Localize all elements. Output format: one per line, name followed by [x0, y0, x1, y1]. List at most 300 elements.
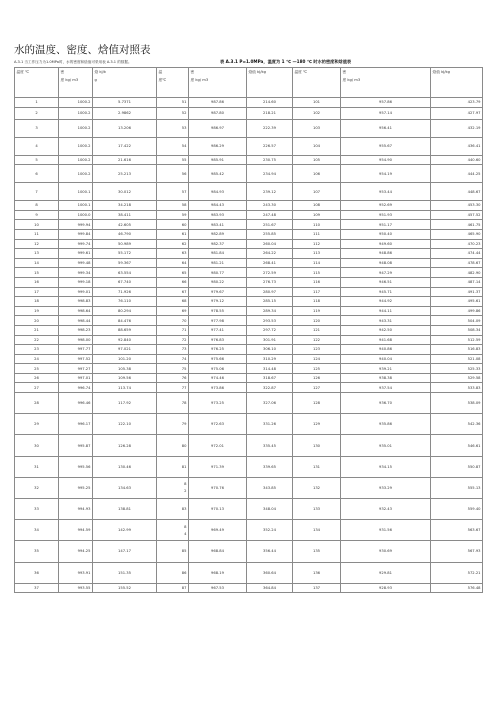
temp-cell: 112: [293, 239, 341, 249]
temp-cell: 25: [15, 364, 59, 374]
temp-cell: 61: [157, 229, 189, 239]
density-cell: 995.56: [59, 456, 93, 477]
enthalpy-cell: 339.65: [247, 456, 293, 477]
temp-cell: 16: [15, 277, 59, 287]
enthalpy-cell: 59.367: [93, 258, 157, 268]
table-row: [15, 435, 483, 456]
density-cell: 987.80: [189, 107, 247, 119]
temp-cell: 116: [293, 277, 341, 287]
temp-cell: 15: [15, 268, 59, 278]
temp-cell: 117: [293, 287, 341, 297]
enthalpy-cell: 67.740: [93, 277, 157, 287]
density-cell: 968.19: [189, 562, 247, 583]
temp-cell: 85: [157, 541, 189, 562]
density-cell: 982.37: [189, 239, 247, 249]
density-cell: 986.29: [189, 137, 247, 155]
density-cell: 976.83: [189, 335, 247, 345]
density-cell: 948.08: [341, 258, 431, 268]
enthalpy-cell: 105.38: [93, 364, 157, 374]
enthalpy-cell: 576.48: [431, 583, 483, 593]
density-cell: 932.43: [341, 499, 431, 520]
section-note: A.3.1 当工作压力为1.0MPa时，水的密度和焓值可采用表 A.3.1 的数据。: [14, 60, 132, 64]
enthalpy-cell: 487.14: [431, 277, 483, 287]
density-cell: 940.04: [341, 354, 431, 364]
enthalpy-cell: 264.22: [247, 249, 293, 259]
temp-cell: 35: [15, 541, 59, 562]
enthalpy-cell: 88.659: [93, 325, 157, 335]
enthalpy-cell: 38.411: [93, 210, 157, 220]
temp-cell: 27: [15, 383, 59, 393]
density-cell: 994.25: [59, 541, 93, 562]
temp-cell: 19: [15, 306, 59, 316]
density-cell: 985.91: [189, 155, 247, 165]
density-cell: 952.69: [341, 201, 431, 211]
temp-cell: 76: [157, 373, 189, 383]
density-cell: 996.46: [59, 393, 93, 414]
enthalpy-cell: 63.554: [93, 268, 157, 278]
temp-cell: 22: [15, 335, 59, 345]
temp-cell: 8 2: [157, 477, 189, 498]
density-cell: 1000.1: [59, 201, 93, 211]
table-row: [15, 183, 483, 201]
water-property-table: [14, 67, 483, 593]
density-cell: 947.29: [341, 268, 431, 278]
temp-cell: 124: [293, 354, 341, 364]
density-cell: 999.01: [59, 287, 93, 297]
enthalpy-cell: 470.23: [431, 239, 483, 249]
enthalpy-cell: 533.83: [431, 383, 483, 393]
temp-cell: 136: [293, 562, 341, 583]
temp-cell: 81: [157, 456, 189, 477]
temp-cell: 58: [157, 201, 189, 211]
density-cell: 951.93: [341, 210, 431, 220]
density-cell: 945.71: [341, 287, 431, 297]
temp-cell: 118: [293, 297, 341, 307]
density-cell: 995.87: [59, 435, 93, 456]
temp-cell: 59: [157, 210, 189, 220]
enthalpy-cell: 42.605: [93, 220, 157, 230]
enthalpy-cell: 13.206: [93, 119, 157, 137]
density-cell: 997.01: [59, 373, 93, 383]
density-cell: 969.49: [189, 520, 247, 541]
density-cell: 1000.1: [59, 183, 93, 201]
density-cell: 968.84: [189, 541, 247, 562]
density-cell: 976.25: [189, 345, 247, 355]
enthalpy-cell: 314.48: [247, 364, 293, 374]
enthalpy-cell: 243.30: [247, 201, 293, 211]
enthalpy-cell: 448.67: [431, 183, 483, 201]
enthalpy-cell: 301.91: [247, 335, 293, 345]
temp-cell: 32: [15, 477, 59, 498]
temp-cell: 13: [15, 249, 59, 259]
temp-cell: 3: [15, 119, 59, 137]
enthalpy-cell: 423.79: [431, 98, 483, 108]
density-cell: 994.59: [59, 520, 93, 541]
temp-cell: 120: [293, 316, 341, 326]
table-row: [15, 239, 483, 249]
density-cell: 981.21: [189, 258, 247, 268]
temp-cell: 123: [293, 345, 341, 355]
table-row: [15, 107, 483, 119]
density-cell: 978.55: [189, 306, 247, 316]
temp-cell: 73: [157, 345, 189, 355]
density-cell: 975.66: [189, 354, 247, 364]
enthalpy-cell: 567.93: [431, 541, 483, 562]
table-row: [15, 354, 483, 364]
density-cell: 954.90: [341, 155, 431, 165]
enthalpy-cell: 142.99: [93, 520, 157, 541]
enthalpy-cell: 461.75: [431, 220, 483, 230]
temp-cell: 71: [157, 325, 189, 335]
temp-cell: 87: [157, 583, 189, 593]
temp-cell: 122: [293, 335, 341, 345]
temp-cell: 8 4: [157, 520, 189, 541]
temp-cell: 125: [293, 364, 341, 374]
enthalpy-cell: 335.45: [247, 435, 293, 456]
enthalpy-cell: 327.06: [247, 393, 293, 414]
enthalpy-cell: 465.90: [431, 229, 483, 239]
enthalpy-cell: 2.9862: [93, 107, 157, 119]
density-cell: 942.50: [341, 325, 431, 335]
header-temp-1: 温度 ℃: [15, 68, 59, 98]
density-cell: 981.84: [189, 249, 247, 259]
enthalpy-cell: 138.81: [93, 499, 157, 520]
enthalpy-cell: 491.37: [431, 287, 483, 297]
enthalpy-cell: 251.67: [247, 220, 293, 230]
enthalpy-cell: 331.26: [247, 414, 293, 435]
temp-cell: 24: [15, 354, 59, 364]
table-row: [15, 345, 483, 355]
density-cell: 949.60: [341, 239, 431, 249]
density-cell: 998.44: [59, 316, 93, 326]
temp-cell: 131: [293, 456, 341, 477]
enthalpy-cell: 71.926: [93, 287, 157, 297]
temp-cell: 104: [293, 137, 341, 155]
temp-cell: 137: [293, 583, 341, 593]
enthalpy-cell: 436.41: [431, 137, 483, 155]
table-row: [15, 165, 483, 183]
temp-cell: 60: [157, 220, 189, 230]
enthalpy-cell: 538.09: [431, 393, 483, 414]
density-cell: 956.41: [341, 119, 431, 137]
table-row: [15, 249, 483, 259]
temp-cell: 28: [15, 393, 59, 414]
temp-cell: 18: [15, 297, 59, 307]
temp-cell: 127: [293, 383, 341, 393]
density-cell: 971.39: [189, 456, 247, 477]
enthalpy-cell: 5.7371: [93, 98, 157, 108]
enthalpy-cell: 521.08: [431, 354, 483, 364]
table-row: [15, 414, 483, 435]
document-title: 水的温度、密度、焓值对照表: [14, 44, 151, 56]
enthalpy-cell: 453.30: [431, 201, 483, 211]
density-cell: 972.63: [189, 414, 247, 435]
header-temp-3: 温度 ℃: [293, 68, 341, 98]
temp-cell: 53: [157, 119, 189, 137]
enthalpy-cell: 255.85: [247, 229, 293, 239]
enthalpy-cell: 495.61: [431, 297, 483, 307]
temp-cell: 80: [157, 435, 189, 456]
enthalpy-cell: 360.64: [247, 562, 293, 583]
table-row: [15, 258, 483, 268]
temp-cell: 101: [293, 98, 341, 108]
temp-cell: 129: [293, 414, 341, 435]
enthalpy-cell: 109.56: [93, 373, 157, 383]
enthalpy-cell: 555.13: [431, 477, 483, 498]
enthalpy-cell: 306.10: [247, 345, 293, 355]
table-row: [15, 364, 483, 374]
enthalpy-cell: 293.53: [247, 316, 293, 326]
enthalpy-cell: 289.34: [247, 306, 293, 316]
enthalpy-cell: 21.616: [93, 155, 157, 165]
density-cell: 998.23: [59, 325, 93, 335]
enthalpy-cell: 504.09: [431, 316, 483, 326]
density-cell: 997.27: [59, 364, 93, 374]
table-row: [15, 393, 483, 414]
enthalpy-cell: 260.04: [247, 239, 293, 249]
density-cell: 974.46: [189, 373, 247, 383]
density-cell: 946.51: [341, 277, 431, 287]
temp-cell: 20: [15, 316, 59, 326]
temp-cell: 33: [15, 499, 59, 520]
density-cell: 999.74: [59, 239, 93, 249]
temp-cell: 75: [157, 364, 189, 374]
table-row: [15, 325, 483, 335]
density-cell: 998.83: [59, 297, 93, 307]
density-cell: 999.84: [59, 229, 93, 239]
enthalpy-cell: 155.52: [93, 583, 157, 593]
density-cell: 984.43: [189, 201, 247, 211]
enthalpy-cell: 508.34: [431, 325, 483, 335]
temp-cell: 107: [293, 183, 341, 201]
enthalpy-cell: 239.12: [247, 183, 293, 201]
density-cell: 1000.2: [59, 137, 93, 155]
temp-cell: 130: [293, 435, 341, 456]
temp-cell: 111: [293, 229, 341, 239]
temp-cell: 52: [157, 107, 189, 119]
density-cell: 933.29: [341, 477, 431, 498]
density-cell: 999.94: [59, 220, 93, 230]
temp-cell: 72: [157, 335, 189, 345]
temp-cell: 62: [157, 239, 189, 249]
density-cell: 979.67: [189, 287, 247, 297]
density-cell: 983.93: [189, 210, 247, 220]
enthalpy-cell: 130.46: [93, 456, 157, 477]
enthalpy-cell: 356.44: [247, 541, 293, 562]
density-cell: 928.93: [341, 583, 431, 593]
enthalpy-cell: 348.04: [247, 499, 293, 520]
table-row: [15, 201, 483, 211]
table-row: [15, 220, 483, 230]
enthalpy-cell: 122.10: [93, 414, 157, 435]
table-row: [15, 306, 483, 316]
enthalpy-cell: 572.21: [431, 562, 483, 583]
enthalpy-cell: 529.58: [431, 373, 483, 383]
table-row: [15, 119, 483, 137]
temp-cell: 14: [15, 258, 59, 268]
temp-cell: 119: [293, 306, 341, 316]
enthalpy-cell: 268.41: [247, 258, 293, 268]
density-cell: 939.21: [341, 364, 431, 374]
enthalpy-cell: 50.989: [93, 239, 157, 249]
density-cell: 996.17: [59, 414, 93, 435]
temp-cell: 8: [15, 201, 59, 211]
table-header-row: [15, 68, 483, 98]
temp-cell: 30: [15, 435, 59, 456]
density-cell: 936.70: [341, 393, 431, 414]
enthalpy-cell: 151.35: [93, 562, 157, 583]
table-row: [15, 456, 483, 477]
density-cell: 999.18: [59, 277, 93, 287]
table-row: [15, 277, 483, 287]
table-row: [15, 477, 483, 498]
enthalpy-cell: 280.97: [247, 287, 293, 297]
density-cell: 977.98: [189, 316, 247, 326]
temp-cell: 102: [293, 107, 341, 119]
temp-cell: 66: [157, 277, 189, 287]
density-cell: 937.54: [341, 383, 431, 393]
temp-cell: 10: [15, 220, 59, 230]
temp-cell: 6: [15, 165, 59, 183]
enthalpy-cell: 512.59: [431, 335, 483, 345]
density-cell: 999.61: [59, 249, 93, 259]
temp-cell: 79: [157, 414, 189, 435]
density-cell: 986.97: [189, 119, 247, 137]
temp-cell: 37: [15, 583, 59, 593]
enthalpy-cell: 310.29: [247, 354, 293, 364]
table-row: [15, 335, 483, 345]
density-cell: 944.92: [341, 297, 431, 307]
temp-cell: 133: [293, 499, 341, 520]
density-cell: 948.86: [341, 249, 431, 259]
enthalpy-cell: 97.021: [93, 345, 157, 355]
enthalpy-cell: 563.67: [431, 520, 483, 541]
header-enthalpy-1: 焓 kJ/k g: [93, 68, 157, 98]
temp-cell: 9: [15, 210, 59, 220]
temp-cell: 55: [157, 155, 189, 165]
density-cell: 1000.0: [59, 210, 93, 220]
density-cell: 953.44: [341, 183, 431, 201]
temp-cell: 132: [293, 477, 341, 498]
density-cell: 938.38: [341, 373, 431, 383]
temp-cell: 12: [15, 239, 59, 249]
temp-cell: 2: [15, 107, 59, 119]
temp-cell: 65: [157, 268, 189, 278]
temp-cell: 4: [15, 137, 59, 155]
temp-cell: 114: [293, 258, 341, 268]
temp-cell: 11: [15, 229, 59, 239]
enthalpy-cell: 226.57: [247, 137, 293, 155]
enthalpy-cell: 214.60: [247, 98, 293, 108]
temp-cell: 77: [157, 383, 189, 393]
enthalpy-cell: 322.87: [247, 383, 293, 393]
density-cell: 980.22: [189, 277, 247, 287]
density-cell: 1000.2: [59, 98, 93, 108]
density-cell: 970.13: [189, 499, 247, 520]
enthalpy-cell: 218.21: [247, 107, 293, 119]
enthalpy-cell: 247.48: [247, 210, 293, 220]
density-cell: 944.11: [341, 306, 431, 316]
enthalpy-cell: 364.84: [247, 583, 293, 593]
density-cell: 999.48: [59, 258, 93, 268]
table-row: [15, 287, 483, 297]
enthalpy-cell: 516.83: [431, 345, 483, 355]
temp-cell: 5: [15, 155, 59, 165]
density-cell: 995.25: [59, 477, 93, 498]
enthalpy-cell: 550.87: [431, 456, 483, 477]
table-row: [15, 98, 483, 108]
density-cell: 987.86: [189, 98, 247, 108]
temp-cell: 121: [293, 325, 341, 335]
density-cell: 985.42: [189, 165, 247, 183]
density-cell: 975.06: [189, 364, 247, 374]
density-cell: 993.55: [59, 583, 93, 593]
header-density-2: 密 度 kg/ m3: [189, 68, 247, 98]
enthalpy-cell: 318.67: [247, 373, 293, 383]
temp-cell: 134: [293, 520, 341, 541]
density-cell: 931.56: [341, 520, 431, 541]
density-cell: 983.41: [189, 220, 247, 230]
header-enthalpy-3: 焓值 kJ/kg: [431, 68, 483, 98]
density-cell: 954.19: [341, 165, 431, 183]
enthalpy-cell: 343.85: [247, 477, 293, 498]
table-row: [15, 297, 483, 307]
temp-cell: 36: [15, 562, 59, 583]
temp-cell: 29: [15, 414, 59, 435]
density-cell: 1000.2: [59, 119, 93, 137]
temp-cell: 86: [157, 562, 189, 583]
enthalpy-cell: 230.75: [247, 155, 293, 165]
enthalpy-cell: 482.90: [431, 268, 483, 278]
table-row: [15, 373, 483, 383]
enthalpy-cell: 126.28: [93, 435, 157, 456]
enthalpy-cell: 474.44: [431, 249, 483, 259]
temp-cell: 135: [293, 541, 341, 562]
header-temp-2: 温 度℃: [157, 68, 189, 98]
enthalpy-cell: 113.74: [93, 383, 157, 393]
density-cell: 967.53: [189, 583, 247, 593]
density-cell: 955.67: [341, 137, 431, 155]
table-row: [15, 210, 483, 220]
temp-cell: 7: [15, 183, 59, 201]
table-row: [15, 268, 483, 278]
header-density-3: 密 度 kg/ m3: [341, 68, 431, 98]
enthalpy-cell: 559.40: [431, 499, 483, 520]
temp-cell: 78: [157, 393, 189, 414]
temp-cell: 74: [157, 354, 189, 364]
table-row: [15, 499, 483, 520]
temp-cell: 23: [15, 345, 59, 355]
density-cell: 930.69: [341, 541, 431, 562]
density-cell: 1000.2: [59, 107, 93, 119]
temp-cell: 64: [157, 258, 189, 268]
temp-cell: 63: [157, 249, 189, 259]
enthalpy-cell: 285.15: [247, 297, 293, 307]
enthalpy-cell: 101.20: [93, 354, 157, 364]
density-cell: 941.68: [341, 335, 431, 345]
enthalpy-cell: 297.72: [247, 325, 293, 335]
density-cell: 935.86: [341, 414, 431, 435]
table-row: [15, 383, 483, 393]
density-cell: 957.86: [341, 98, 431, 108]
density-cell: 973.86: [189, 383, 247, 393]
enthalpy-cell: 134.63: [93, 477, 157, 498]
temp-cell: 26: [15, 373, 59, 383]
temp-cell: 56: [157, 165, 189, 183]
enthalpy-cell: 432.19: [431, 119, 483, 137]
enthalpy-cell: 25.213: [93, 165, 157, 183]
enthalpy-cell: 499.86: [431, 306, 483, 316]
